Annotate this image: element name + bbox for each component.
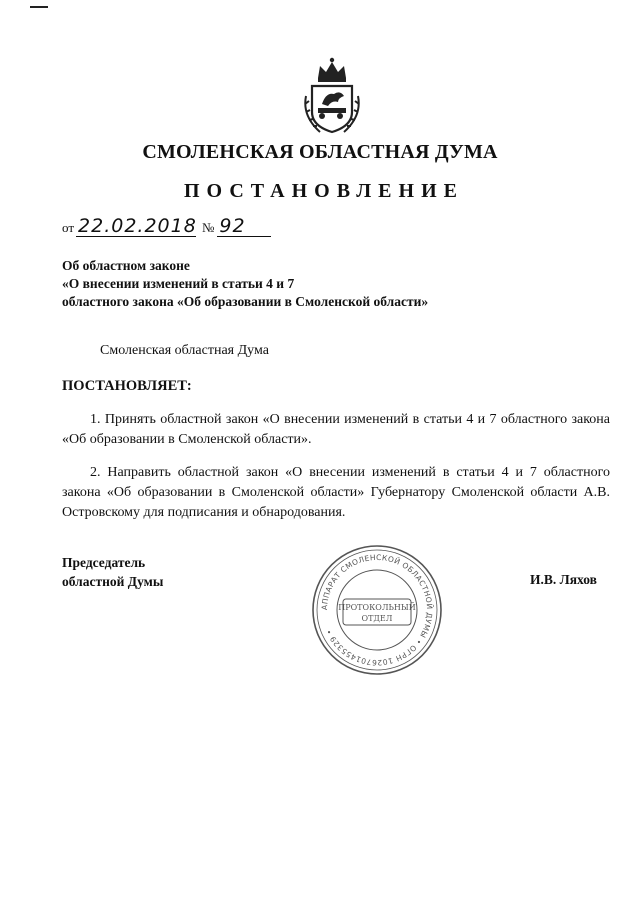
resolution-paragraph-2: 2. Направить областной закон «О внесении изменений в статьи 4 и 7 областного закона «Об образовании в Смоленской области» Губернатору Смоленской области А.В. Островскому для подписания и обнародования.	[62, 465, 610, 520]
seal-center-line: ПРОТОКОЛЬНЫЙ	[338, 603, 416, 612]
intro-text: Смоленская областная Дума	[100, 343, 269, 358]
subject-line: Об областном законе	[62, 258, 190, 273]
signer-name: И.В. Ляхов	[530, 572, 597, 587]
resolves-heading: ПОСТАНОВЛЯЕТ:	[62, 378, 192, 394]
subject-line: областного закона «Об образовании в Смоленской области»	[62, 294, 429, 309]
document-date: 22.02.2018	[78, 215, 197, 237]
document-number: 92	[217, 216, 271, 237]
official-seal-stamp	[310, 543, 444, 677]
document-type-heading: ПОСТАНОВЛЕНИЕ	[184, 180, 464, 202]
signer-position-line: областной Думы	[62, 574, 164, 589]
seal-center-line: ОТДЕЛ	[361, 614, 393, 623]
subject-line: «О внесении изменений в статьи 4 и 7	[62, 276, 295, 291]
coat-of-arms-icon	[300, 56, 364, 136]
date-number-line	[62, 216, 271, 237]
organization-title: СМОЛЕНСКАЯ ОБЛАСТНАЯ ДУМА	[142, 141, 498, 163]
scan-corner-mark	[30, 0, 48, 8]
signer-position-line: Председатель	[62, 555, 146, 570]
signer-position	[62, 553, 163, 591]
seal-ring-text: АППАРАТ СМОЛЕНСКОЙ ОБЛАСТНОЙ ДУМЫ • ОГРН 1026701455329 •	[319, 552, 435, 668]
date-from-label: от	[62, 220, 75, 235]
document-subject	[62, 257, 428, 311]
number-label: №	[202, 220, 215, 235]
resolution-paragraph-1: 1. Принять областной закон «О внесении изменений в статьи 4 и 7 областного закона «Об образовании в Смоленской области».	[62, 412, 610, 447]
